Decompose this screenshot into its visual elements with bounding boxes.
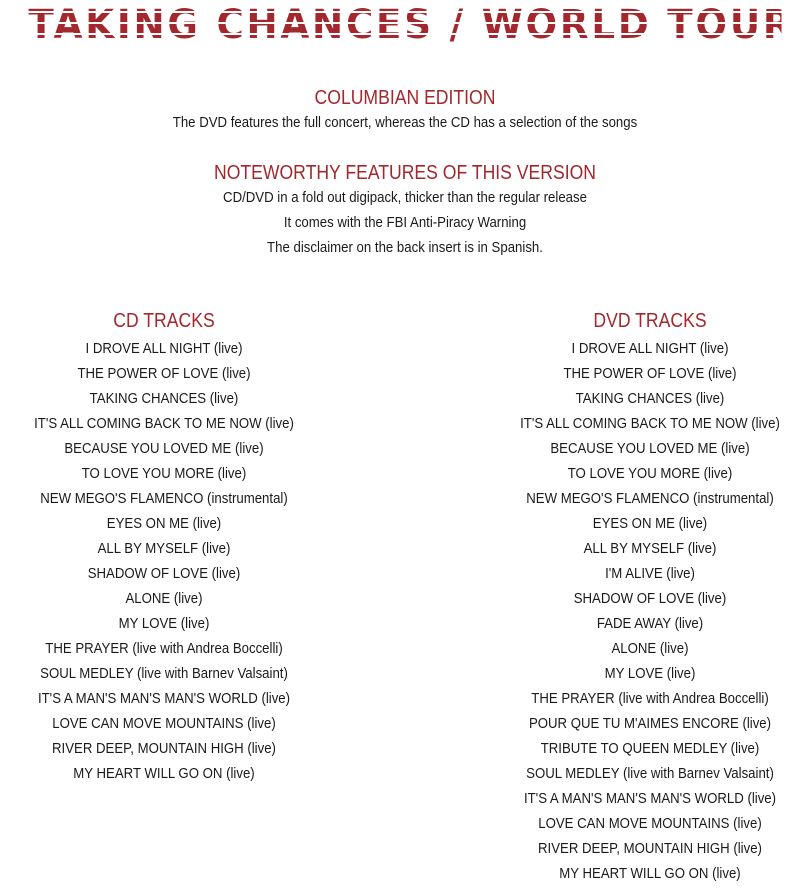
- cd-track-item: IT'S A MAN'S MAN'S MAN'S WORLD (live): [37, 690, 291, 707]
- dvd-track-item: FADE AWAY (live): [596, 615, 704, 632]
- cd-track-item: SHADOW OF LOVE (live): [87, 565, 241, 582]
- dvd-track-item: TRIBUTE TO QUEEN MEDLEY (live): [540, 740, 760, 757]
- edition-section: [0, 86, 810, 135]
- dvd-track-item: MY LOVE (live): [604, 665, 696, 682]
- cd-track-item: SOUL MEDLEY (live with Barnev Valsaint): [40, 665, 288, 682]
- feature-item: It comes with the FBI Anti-Piracy Warning: [283, 214, 527, 231]
- cd-track-item: THE POWER OF LOVE (live): [77, 365, 251, 382]
- cd-track-item: TAKING CHANCES (live): [89, 390, 239, 407]
- cd-track-item: ALONE (live): [125, 590, 203, 607]
- cd-track-item: NEW MEGO'S FLAMENCO (instrumental): [40, 490, 288, 507]
- dvd-track-item: BECAUSE YOU LOVED ME (live): [550, 440, 750, 457]
- dvd-track-item: POUR QUE TU M'AIMES ENCORE (live): [528, 715, 772, 732]
- dvd-track-item: IT'S ALL COMING BACK TO ME NOW (live): [520, 415, 780, 432]
- dvd-track-list: [490, 336, 810, 886]
- cd-track-item: EYES ON ME (live): [106, 515, 222, 532]
- cd-track-item: TO LOVE YOU MORE (live): [81, 465, 247, 482]
- feature-item: CD/DVD in a fold out digipack, thicker than the regular release: [223, 189, 587, 206]
- cd-track-item: BECAUSE YOU LOVED ME (live): [64, 440, 264, 457]
- dvd-track-item: MY HEART WILL GO ON (live): [559, 865, 741, 882]
- dvd-track-item: LOVE CAN MOVE MOUNTAINS (live): [538, 815, 762, 832]
- features-heading: NOTEWORTHY FEATURES OF THIS VERSION: [213, 162, 597, 184]
- cd-track-item: I DROVE ALL NIGHT (live): [85, 340, 243, 357]
- dvd-track-item: ALONE (live): [611, 640, 689, 657]
- dvd-track-item: THE PRAYER (live with Andrea Boccelli): [531, 690, 769, 707]
- edition-description: The DVD features the full concert, whereas the CD has a selection of the songs: [172, 114, 638, 131]
- edition-heading: COLUMBIAN EDITION: [314, 87, 496, 109]
- dvd-track-item: EYES ON ME (live): [592, 515, 708, 532]
- cd-track-list: [4, 336, 324, 786]
- cd-track-item: IT'S ALL COMING BACK TO ME NOW (live): [34, 415, 294, 432]
- cd-track-item: MY LOVE (live): [118, 615, 210, 632]
- page-title: TAKING CHANCES / WORLD TOUR: [28, 2, 795, 48]
- cd-track-item: THE PRAYER (live with Andrea Boccelli): [45, 640, 283, 657]
- features-section: [0, 161, 810, 260]
- cd-track-item: ALL BY MYSELF (live): [97, 540, 231, 557]
- cd-track-item: RIVER DEEP, MOUNTAIN HIGH (live): [52, 740, 276, 757]
- dvd-track-item: SHADOW OF LOVE (live): [573, 590, 727, 607]
- dvd-track-item: RIVER DEEP, MOUNTAIN HIGH (live): [538, 840, 762, 857]
- cd-track-item: MY HEART WILL GO ON (live): [73, 765, 255, 782]
- dvd-track-item: TO LOVE YOU MORE (live): [567, 465, 733, 482]
- dvd-tracks-column: [490, 309, 810, 886]
- cd-tracks-heading: CD TRACKS: [113, 310, 215, 332]
- dvd-track-item: TAKING CHANCES (live): [575, 390, 725, 407]
- dvd-track-item: THE POWER OF LOVE (live): [563, 365, 737, 382]
- dvd-tracks-heading: DVD TRACKS: [593, 310, 707, 332]
- feature-item: The disclaimer on the back insert is in Spanish.: [267, 239, 543, 256]
- dvd-track-item: SOUL MEDLEY (live with Barnev Valsaint): [526, 765, 774, 782]
- dvd-track-item: I DROVE ALL NIGHT (live): [571, 340, 729, 357]
- dvd-track-item: ALL BY MYSELF (live): [583, 540, 717, 557]
- dvd-track-item: IT'S A MAN'S MAN'S MAN'S WORLD (live): [523, 790, 777, 807]
- cd-tracks-column: [4, 309, 324, 786]
- cd-track-item: LOVE CAN MOVE MOUNTAINS (live): [52, 715, 276, 732]
- dvd-track-item: I'M ALIVE (live): [605, 565, 695, 582]
- dvd-track-item: NEW MEGO'S FLAMENCO (instrumental): [526, 490, 774, 507]
